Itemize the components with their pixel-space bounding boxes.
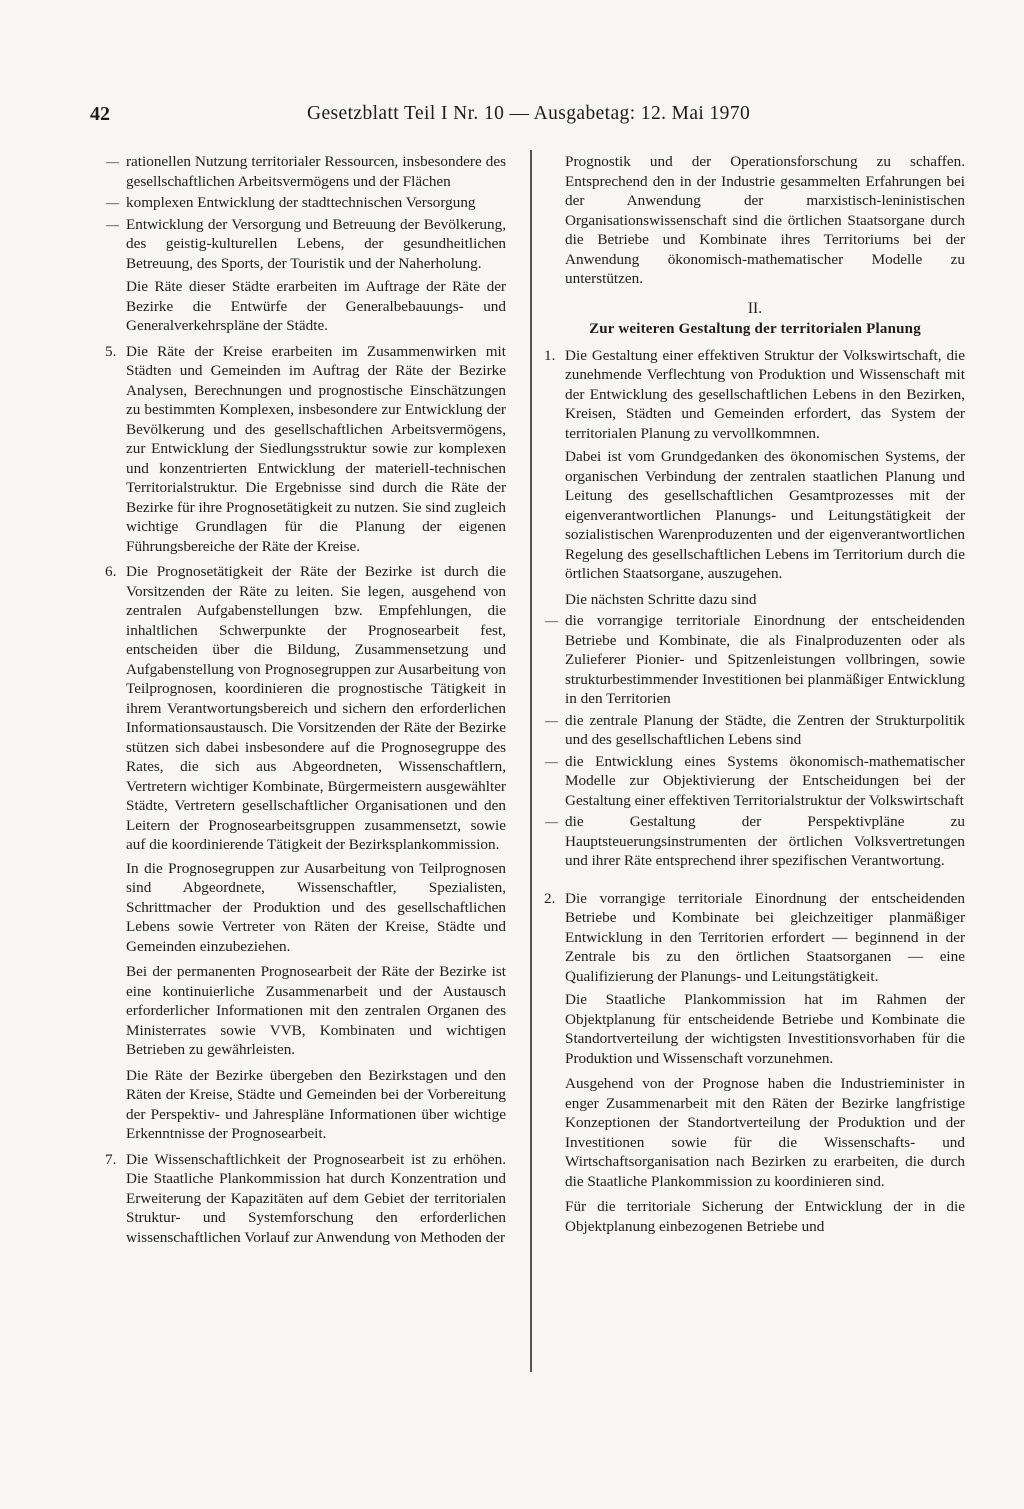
dash-item-ressourcen: — rationellen Nutzung territorialer Ressourcen, insbesondere des gesellschaftlichen Arbeitsvermögens und der Flächen	[106, 152, 506, 191]
page-number: 42	[90, 103, 110, 125]
item-text: Die vorrangige territoriale Einordnung der entscheidenden Betriebe und Kombinate bei gleichzeitiger planmäßiger Entwicklung in den Territorien erfordert — beginnend in der Zentrale bis zu den örtlichen Staatsorganen — eine Qualifizierung der Planungs- und Leitungstätigkeit.	[565, 889, 965, 985]
item-number: 2.	[544, 889, 556, 907]
item-2	[545, 889, 965, 1237]
steps-intro: Die nächsten Schritte dazu sind	[565, 590, 757, 608]
page-header	[90, 103, 970, 133]
item-number: 1.	[544, 346, 556, 364]
sub-paragraph: Die Räte der Bezirke übergeben den Bezirkstagen und den Räten der Kreise, Städte und Gemeinden bei der Vorbereitung der Perspektiv- und Jahrespläne Informationen über wichtige Erkenntnisse der Prognosearbeit.	[126, 1066, 506, 1142]
spacer	[545, 877, 965, 889]
sub-paragraph: Bei der permanenten Prognosearbeit der Räte der Bezirke ist eine kontinuierliche Zusammenarbeit und der Austausch erforderlicher Informationen mit den zentralen Organen des Ministerrates sowie VVB, Kombinaten und wichtigen Betrieben zu gewährleisten.	[126, 963, 506, 1058]
paragraph-continuation: Prognostik und der Operationsforschung zu schaffen. Entsprechend den in der Industrie gesammelten Erfahrungen bei der Anwendung der marxistisch-leninistischen Organisationswissenschaft sind die örtlichen Staatsorgane durch die Betriebe und Kombinate ihres Territoriums bei der Anwendung ökonomisch-mathematischer Modelle zu unterstützen.	[565, 153, 965, 287]
paragraph-generalplaene: Die Räte dieser Städte erarbeiten im Auftrage der Räte der Bezirke die Entwürfe der Generalbebauungs- und Generalverkehrspläne der Städte.	[126, 278, 506, 334]
dash-item-stadttechnik: — komplexen Entwicklung der stadttechnischen Versorgung	[106, 193, 506, 213]
header-title: Gesetzblatt Teil I Nr. 10 — Ausgabetag: 12. Mai 1970	[307, 103, 751, 124]
sub-paragraph: Ausgehend von der Prognose haben die Industrieminister in enger Zusammenarbeit mit den Räten der Bezirke langfristige Konzeptionen der Standortverteilung der Produktion und der Investitionen sowie für die Wissenschafts- und Wirtschaftsorganisation nach Bezirken zu erarbeiten, die durch die Staatliche Plankommission zu koordinieren sind.	[565, 1075, 965, 1190]
left-column	[106, 152, 506, 1253]
dash-item-perspektivplaene: — die Gestaltung der Perspektivpläne zu Hauptsteuerungsinstrumenten der örtlichen Volksvertretungen und ihrer Räte entsprechend ihrer spezifischen Verantwortung.	[545, 812, 965, 871]
dash-item-modelle: — die Entwicklung eines Systems ökonomisch-mathematischer Modelle zur Objektivierung der Entscheidungen bei der Gestaltung einer effektiven Territorialstruktur der Volkswirtschaft	[545, 752, 965, 811]
item-text: Die Gestaltung einer effektiven Struktur der Volkswirtschaft, die zunehmende Verflechtung von Produktion und Wissenschaft mit der Entwicklung des gesellschaftlichen Lebens in den Bezirken, Kreisen, Städten und Gemeinden erfordert, das System der territorialen Planung zu vervollkommnen.	[565, 346, 965, 442]
column-divider	[530, 150, 532, 1372]
dash-item-staedte: — die zentrale Planung der Städte, die Zentren der Strukturpolitik und des gesellschaftlichen Lebens sind	[545, 711, 965, 750]
sub-paragraph: Dabei ist vom Grundgedanken des ökonomischen Systems, der organischen Verbindung der zentralen staatlichen Planung und Leitung des gesellschaftlichen Gesamtprozesses mit der eigenverantwortlichen Planungs- und Leitungstätigkeit der sozialistischen Warenproduzenten und der eigenverantwortlichen Regelung des gesellschaftlichen Lebens im Territorium durch die örtlichen Staatsorgane, auszugehen.	[565, 448, 965, 582]
sub-paragraph: In die Prognosegruppen zur Ausarbeitung von Teilprognosen sind Abgeordnete, Wissenschaftler, Spezialisten, Schrittmacher der Produktion und des gesellschaftlichen Lebens sowie Vertreter von Räten der Kreise, Städte und Gemeinden einzubeziehen.	[126, 859, 506, 955]
item-text: Die Räte der Kreise erarbeiten im Zusammenwirken mit Städten und Gemeinden im Auftrag der Räte der Bezirke Analysen, Berechnungen und prognostische Einschätzungen zu bestimmten Komplexen, insbesondere zur Entwicklung der Bevölkerung und des gesellschaftlichen Arbeitsvermögens, zur Entwicklung der Siedlungsstruktur sowie zur komplexen und konzentrierten Entwicklung der materiell-technischen Territorialstruktur. Die Ergebnisse sind durch die Räte der Bezirke für ihre Prognosetätigkeit zu nutzen. Sie sind zugleich wichtige Grundlagen für die Planung der eigenen Führungsbereiche der Räte der Kreise.	[126, 342, 506, 555]
sub-paragraph: Für die territoriale Sicherung der Entwicklung der in die Objektplanung einbezogenen Betriebe und	[565, 1198, 965, 1235]
dash-item-versorgung: — Entwicklung der Versorgung und Betreuung der Bevölkerung, des geistig-kulturellen Lebens, der gesundheitlichen Betreuung, des Sports, der Touristik und der Naherholung.	[106, 215, 506, 274]
section-title: Zur weiteren Gestaltung der territorialen Planung	[589, 321, 921, 337]
item-5	[106, 342, 506, 557]
item-number: 7.	[105, 1150, 117, 1168]
item-text: Die Wissenschaftlichkeit der Prognosearbeit ist zu erhöhen. Die Staatliche Plankommission hat durch Konzentration und Erweiterung der Kapazitäten auf dem Gebiet der territorialen Struktur- und Systemforschung den erforderlichen wissenschaftlichen Vorlauf zur Anwendung von Methoden der	[126, 1150, 506, 1246]
item-6	[106, 562, 506, 1144]
item-7	[106, 1150, 506, 1248]
dash-item-einordnung: — die vorrangige territoriale Einordnung der entscheidenden Betriebe und Kombinate, die als Finalproduzenten oder als Zulieferer Pionier- und Spitzenleistungen vollbringen, sowie strukturbestimmender Investitionen bei planmäßiger Entwicklung in den Territorien	[545, 611, 965, 709]
right-column	[545, 152, 965, 1242]
item-number: 5.	[105, 342, 117, 360]
item-1	[545, 346, 965, 871]
item-number: 6.	[105, 563, 117, 580]
sub-paragraph: Die Staatliche Plankommission hat im Rahmen der Objektplanung für entscheidende Betriebe und Kombinate die Standortverteilung der wichtigsten Investitionsvorhaben für die Produktion und Wissenschaft vorzunehmen.	[565, 991, 965, 1067]
item-text: Die Prognosetätigkeit der Räte der Bezirke ist durch die Vorsitzenden der Räte zu leiten. Sie legen, ausgehend von zentralen Aufgabenstellungen bzw. Empfehlungen, die inhaltlichen Schwerpunkte der Prognosearbeit fest, entscheiden über die Bildung, Zusammensetzung und Aufgabenstellung von Prognosegruppen zur Ausarbeitung von Teilprognosen, koordinieren die prognostische Tätigkeit in ihrem Verantwortungsbereich und sichern den erforderlichen Informationsaustausch. Die Vorsitzenden der Räte der Bezirke stützen sich dabei insbesondere auf die Prognosegruppe des Rates, die sich aus Abgeordneten, Wissenschaftlern, Vertretern wichtiger Kombinate, Bürgermeistern ausgewählter Städte, Vertretern gesellschaftlicher Organisationen und den Leitern der Prognosearbeitsgruppen zusammensetzt, sowie auf die koordinierende Tätigkeit der Bezirksplankommission.	[126, 563, 506, 853]
section-number: II.	[747, 299, 763, 317]
